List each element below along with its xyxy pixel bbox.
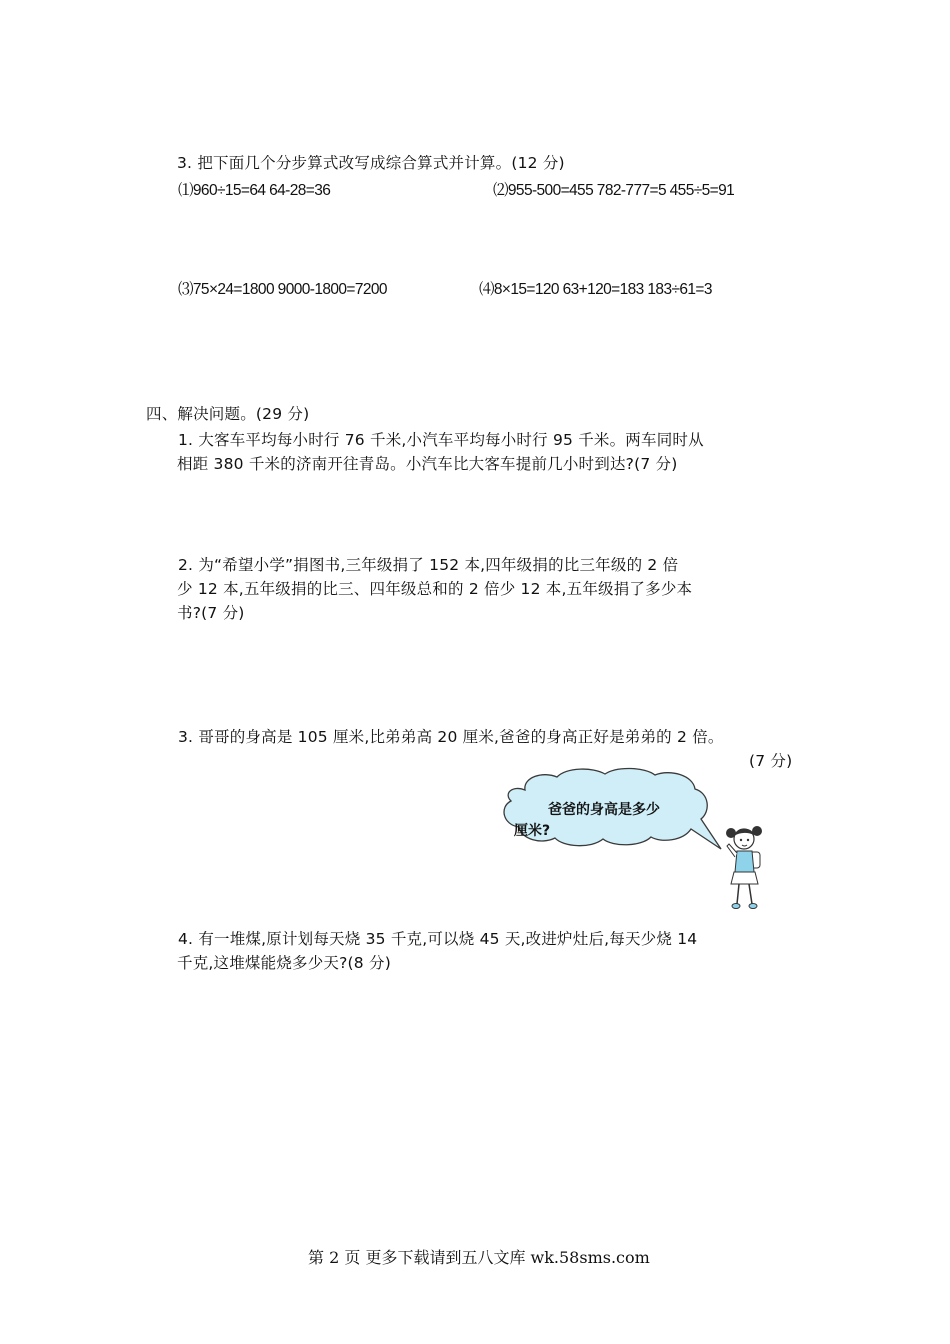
girl-icon xyxy=(722,822,772,914)
question-3-score: (7 分) xyxy=(749,752,793,770)
question-4-line-2: 千克,这堆煤能烧多少天?(8 分) xyxy=(177,954,391,972)
section3-heading: 3. 把下面几个分步算式改写成综合算式并计算。(12 分) xyxy=(177,154,565,172)
question-1-line-2: 相距 380 千米的济南开往青岛。小汽车比大客车提前几小时到达?(7 分) xyxy=(177,455,678,473)
equation-3: ⑶75×24=1800 9000-1800=7200 xyxy=(178,281,387,298)
question-4-line-1: 4. 有一堆煤,原计划每天烧 35 千克,可以烧 45 天,改进炉灶后,每天少烧 14 xyxy=(178,930,698,948)
equation-2: ⑵955-500=455 782-777=5 455÷5=91 xyxy=(493,182,735,199)
question-2-line-3: 书?(7 分) xyxy=(177,604,245,622)
section4-heading: 四、解决问题。(29 分) xyxy=(146,405,310,423)
question-3-line-1: 3. 哥哥的身高是 105 厘米,比弟弟高 20 厘米,爸爸的身高正好是弟弟的 2 倍。 xyxy=(178,728,724,746)
question-2-line-1: 2. 为“希望小学”捐图书,三年级捐了 152 本,四年级捐的比三年级的 2 倍 xyxy=(178,556,679,574)
girl-illustration xyxy=(722,822,772,914)
question-1-line-1: 1. 大客车平均每小时行 76 千米,小汽车平均每小时行 95 千米。两车同时从 xyxy=(178,431,704,449)
equation-4: ⑷8×15=120 63+120=183 183÷61=3 xyxy=(479,281,712,298)
page-footer: 第 2 页 更多下载请到五八文库 wk.58sms.com xyxy=(308,1248,650,1267)
bubble-text-line-1: 爸爸的身高是多少 xyxy=(548,802,660,818)
question-2-line-2: 少 12 本,五年级捐的比三、四年级总和的 2 倍少 12 本,五年级捐了多少本 xyxy=(177,580,693,598)
bubble-text-line-2: 厘米? xyxy=(514,823,551,839)
equation-1: ⑴960÷15=64 64-28=36 xyxy=(178,182,331,199)
